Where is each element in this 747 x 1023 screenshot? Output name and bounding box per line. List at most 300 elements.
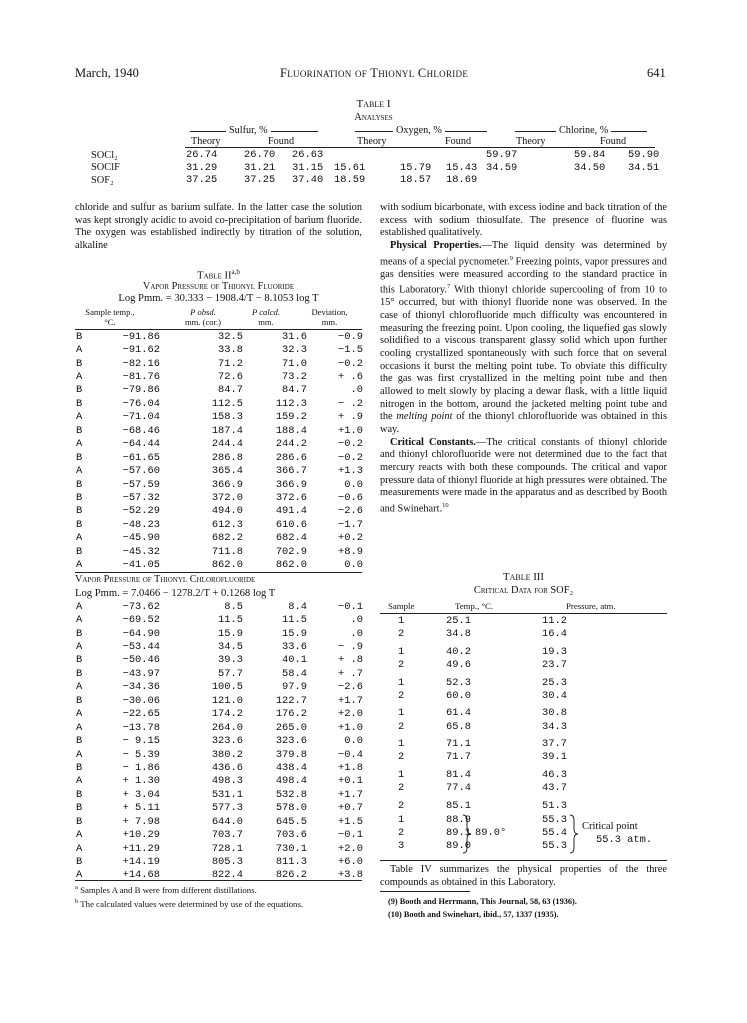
table2-thionyl-chlorofluoride-cell-sample: B: [76, 802, 83, 815]
table2-thionyl-chlorofluoride-cell-temp: +14.19: [122, 856, 160, 869]
table2-thionyl-fluoride-row: [76, 424, 363, 437]
table2-thionyl-fluoride-cell-p-obsd: 612.3: [211, 518, 243, 531]
table2-thionyl-fluoride-row: [76, 518, 363, 531]
table2-head-deviation-line2: mm.: [321, 316, 338, 327]
table2-thionyl-chlorofluoride-cell-p-obsd: 121.0: [211, 694, 243, 707]
table1-cell-o_found2: 18.69: [446, 174, 478, 187]
table2-thionyl-fluoride-cell-temp: −81.76: [122, 371, 160, 384]
table2-thionyl-fluoride-cell-p-calcd: 73.2: [282, 371, 307, 384]
table1-chlorine-header: Chlorine, %: [556, 125, 611, 137]
table2-thionyl-chlorofluoride-cell-sample: A: [76, 775, 83, 788]
table1-table: [91, 149, 662, 187]
table3-critical-temp: 89.0°: [475, 827, 507, 839]
table2-thionyl-chlorofluoride-cell-sample: B: [76, 815, 83, 828]
table2-thionyl-fluoride-cell-p-obsd: 72.6: [218, 371, 243, 384]
table3-cell-sample: 1: [398, 645, 405, 658]
table3-row: [380, 677, 667, 690]
table2-thionyl-fluoride-cell-p-calcd: 862.0: [275, 559, 307, 572]
table2-thionyl-chlorofluoride-cell-deviation: −0.4: [338, 748, 363, 761]
table3-cell-sample: 2: [398, 628, 405, 641]
table2-thionyl-chlorofluoride-row: [76, 708, 363, 721]
table2-thionyl-fluoride-cell-sample: B: [76, 357, 83, 370]
table1-cell-s_theory: 31.29: [186, 161, 218, 174]
table2-thionyl-chlorofluoride-cell-p-obsd: 34.5: [218, 641, 243, 654]
physical-ref-7: 7: [446, 283, 451, 291]
table2-thionyl-fluoride-cell-deviation: +1.3: [338, 465, 363, 478]
table2-thionyl-chlorofluoride-cell-temp: −30.06: [122, 694, 160, 707]
table2-thionyl-chlorofluoride-cell-p-obsd: 644.0: [211, 815, 243, 828]
critical-ref-10: 10: [442, 501, 449, 509]
table3-cell-pressure: 51.3: [542, 799, 567, 812]
table3-row: [380, 769, 667, 782]
table2-thionyl-chlorofluoride-cell-deviation: +1.0: [338, 721, 363, 734]
table1-sulfur-theory: Theory: [191, 136, 221, 147]
table2-thionyl-fluoride-cell-deviation: 0.0: [344, 559, 363, 572]
physical-text-c: With thionyl chloride supercooling of from 10 to 15° occurred, but with thionyl fluoride none was observed. In the case of thionyl chlorofluoride much difficulty was encountered in measuring the freezing point. Upon cooling, the liquefied gas slowly solidified to a viscous transparent glassy solid which upon further cooling crystallized spontaneously with such force that on several occasions it burst the melting point tube. To obviate this difficulty the gas was first crystallized in the melting point tube and then allowed to melt slowly by placing a dewar flask, with a little liquid nitrogen in the bottom, around the jacketed melting point tube and the: [380, 284, 667, 423]
physical-text-a: —The liquid density was determined by means of a special pycnometer.: [380, 239, 667, 268]
table1-cell-cl_theory: [486, 174, 574, 187]
table2-thionyl-chlorofluoride-cell-temp: − 5.39: [122, 748, 160, 761]
table1-cell-s_found2: 37.40: [292, 174, 324, 187]
table1-cell-o_found1: [400, 149, 446, 162]
table3-cell-sample: 1: [398, 814, 405, 826]
table1-cell-s_theory: 26.74: [186, 149, 218, 162]
table2-thionyl-fluoride-cell-temp: −64.44: [122, 438, 160, 451]
table2-thionyl-fluoride-cell-p-calcd: 32.3: [282, 344, 307, 357]
table2-thionyl-fluoride-cell-deviation: − .2: [338, 397, 363, 410]
table3-cell-pressure: 39.1: [542, 751, 567, 764]
critical-constants-heading: Critical Constants.: [390, 436, 476, 448]
table2-thionyl-chlorofluoride-cell-p-obsd: 57.7: [218, 667, 243, 680]
table2-thionyl-chlorofluoride-row: [76, 694, 363, 707]
table1-cell-cl_found1: [574, 174, 628, 187]
table2-thionyl-chlorofluoride-cell-deviation: 0.0: [344, 735, 363, 748]
table1-cell-o_found2: [446, 149, 486, 162]
table2-thionyl-chlorofluoride-cell-deviation: +6.0: [338, 856, 363, 869]
table2-thionyl-chlorofluoride-cell-sample: A: [76, 614, 83, 627]
table2-thionyl-fluoride-cell-temp: −71.04: [122, 411, 160, 424]
table2-thionyl-fluoride-cell-p-obsd: 711.8: [211, 545, 243, 558]
table2-thionyl-chlorofluoride-cell-p-calcd: 379.8: [275, 748, 307, 761]
table3-cell-temp: 85.1: [446, 799, 471, 812]
table2-thionyl-fluoride-row: [76, 558, 363, 571]
table2-thionyl-chlorofluoride-cell-temp: +14.68: [122, 869, 160, 882]
table2-thionyl-chlorofluoride-cell-p-obsd: 100.5: [211, 681, 243, 694]
table1-body: [91, 149, 662, 187]
table2-thionyl-fluoride-cell-sample: B: [76, 330, 83, 343]
table2-caption-sup: a,b: [231, 268, 240, 276]
table2-thionyl-fluoride-row: [76, 545, 363, 558]
table1-cell-s_found2: 26.63: [292, 149, 324, 162]
table2-thionyl-chlorofluoride-cell-p-calcd: 578.0: [275, 802, 307, 815]
table2-thionyl-fluoride-cell-deviation: +8.9: [338, 545, 363, 558]
table2-thionyl-fluoride-cell-temp: −41.05: [122, 559, 160, 572]
table2-head-temp-line1: Sample temp.,: [85, 307, 135, 317]
table2-thionyl-chlorofluoride-cell-p-obsd: 703.7: [211, 829, 243, 842]
table2-thionyl-fluoride-cell-sample: A: [76, 438, 83, 451]
table2-thionyl-chlorofluoride-cell-deviation: +3.8: [338, 869, 363, 882]
table3-cell-temp: 81.4: [446, 769, 471, 781]
table2-thionyl-chlorofluoride-cell-deviation: +2.0: [338, 708, 363, 721]
reference-9: (9) Booth and Herrmann, This Journal, 58, 63 (1936).: [388, 897, 577, 906]
table3-head-sample: Sample: [388, 601, 415, 611]
table2-thionyl-fluoride-cell-deviation: −0.2: [338, 451, 363, 464]
table2-thionyl-fluoride-cell-p-calcd: 491.4: [275, 505, 307, 518]
table2-thionyl-chlorofluoride-cell-deviation: +1.7: [338, 788, 363, 801]
table2-thionyl-fluoride-cell-sample: B: [76, 545, 83, 558]
table2-thionyl-chlorofluoride-cell-sample: B: [76, 694, 83, 707]
table2-footnote-a: $^a$ Samples A and B were from different distillations.: [75, 884, 257, 895]
table2-head-deviation-line1: Deviation,: [311, 307, 348, 317]
table2-thionyl-fluoride-cell-p-calcd: 112.3: [275, 397, 307, 410]
table3-cell-temp: 71.1: [446, 738, 471, 751]
table2-thionyl-fluoride-cell-p-calcd: 286.6: [275, 451, 307, 464]
table1-cell-cl_found2: 59.90: [628, 149, 660, 162]
table1-cell-s_found1: 26.70: [244, 149, 276, 162]
table1-cell-cl_found2: 34.51: [628, 161, 660, 174]
table3-cell-pressure: 30.4: [542, 689, 567, 702]
table3-row: [380, 615, 667, 628]
table3-cell-temp: 71.7: [446, 751, 471, 764]
header-page-number: 641: [647, 66, 666, 80]
table2-thionyl-chlorofluoride-row: [76, 613, 363, 626]
table2-thionyl-fluoride-cell-sample: B: [76, 397, 83, 410]
table2-thionyl-chlorofluoride-cell-temp: −50.46: [122, 654, 160, 667]
table1-subcaption: Analyses: [354, 112, 393, 123]
table3-cell-sample: 1: [398, 769, 405, 781]
table4-paragraph-text: Table IV summarizes the physical properties of the three compounds as obtained in this Laboratory.: [380, 864, 667, 888]
table2-thionyl-chlorofluoride-cell-sample: A: [76, 641, 83, 654]
table2-thionyl-chlorofluoride-row: [76, 627, 363, 640]
table2-thionyl-fluoride-cell-deviation: −1.5: [338, 344, 363, 357]
table1-row: [91, 174, 662, 187]
table3-cell-sample: 1: [398, 707, 405, 720]
table2-thionyl-fluoride-cell-temp: −76.04: [122, 397, 160, 410]
table2-thionyl-fluoride-cell-sample: B: [76, 518, 83, 531]
table2-thionyl-fluoride-cell-deviation: .0: [350, 384, 363, 397]
table2-thionyl-chlorofluoride-cell-sample: B: [76, 788, 83, 801]
table2-thionyl-chlorofluoride-cell-p-obsd: 39.3: [218, 654, 243, 667]
table2-thionyl-fluoride-cell-p-calcd: 702.9: [275, 545, 307, 558]
table2-thionyl-fluoride-cell-sample: B: [76, 384, 83, 397]
table2-thionyl-chlorofluoride-cell-temp: + 5.11: [122, 802, 160, 815]
table3-cell-temp: 25.1: [446, 615, 471, 627]
physical-ref-9: 9: [509, 254, 513, 262]
table2-thionyl-chlorofluoride-cell-deviation: + .8: [338, 654, 363, 667]
table4-paragraph: [380, 864, 667, 889]
table2-thionyl-fluoride-cell-temp: −61.65: [122, 451, 160, 464]
table2-thionyl-fluoride-cell-p-obsd: 682.2: [211, 532, 243, 545]
table2-thionyl-chlorofluoride-cell-p-calcd: 122.7: [275, 694, 307, 707]
table2-eq2: Log Pmm. = 7.0466 − 1278.2/T + 0.1268 log T: [75, 588, 276, 599]
table3-cell-temp: 65.8: [446, 720, 471, 733]
table1-row: [91, 162, 662, 175]
table2-thionyl-fluoride-cell-sample: A: [76, 411, 83, 424]
table2-thionyl-chlorofluoride-cell-deviation: +1.7: [338, 694, 363, 707]
table1-cell-s_found1: 31.21: [244, 161, 276, 174]
table2-thionyl-chlorofluoride-cell-deviation: +2.0: [338, 842, 363, 855]
table2-thionyl-chlorofluoride-cell-deviation: −0.1: [338, 600, 363, 613]
table3-cell-sample: 2: [398, 782, 405, 795]
table3-cell-pressure: 16.4: [542, 628, 567, 641]
table2-thionyl-chlorofluoride-cell-p-obsd: 380.2: [211, 748, 243, 761]
table2-thionyl-chlorofluoride-cell-p-calcd: 703.6: [275, 829, 307, 842]
table2-thionyl-chlorofluoride-cell-deviation: − .9: [338, 641, 363, 654]
table2-thionyl-chlorofluoride-cell-deviation: .0: [350, 614, 363, 627]
table2-thionyl-chlorofluoride-cell-p-calcd: 33.6: [282, 641, 307, 654]
table3-cell-sample: 1: [398, 738, 405, 751]
table3-cell-temp: 49.6: [446, 659, 471, 671]
table2-thionyl-fluoride-row: [76, 330, 363, 343]
table2-thionyl-chlorofluoride-cell-deviation: −2.6: [338, 681, 363, 694]
table2-thionyl-chlorofluoride-cell-p-calcd: 498.4: [275, 775, 307, 788]
table3-critical-block: [380, 812, 667, 854]
table3-title: Critical Data for SOF₂: [473, 585, 574, 596]
table2-thionyl-fluoride-cell-sample: B: [76, 451, 83, 464]
table2-thionyl-fluoride-row: [76, 464, 363, 477]
table3-cell-sample: 3: [398, 840, 405, 853]
table1-oxygen-found: Found: [445, 136, 472, 147]
table2-thionyl-chlorofluoride-cell-p-calcd: 730.1: [275, 842, 307, 855]
table3-cell-temp: 40.2: [446, 645, 471, 658]
table2-thionyl-chlorofluoride-cell-temp: +10.29: [122, 829, 160, 842]
header-date: March, 1940: [75, 66, 139, 80]
table2-thionyl-fluoride-cell-p-obsd: 494.0: [211, 505, 243, 518]
table2-thionyl-fluoride-cell-deviation: + .9: [338, 411, 363, 424]
table1-cell-compound: SOCl₂: [91, 149, 118, 161]
table2-thionyl-chlorofluoride-row: [76, 855, 363, 868]
table2-thionyl-fluoride-cell-sample: A: [76, 465, 83, 478]
table2-thionyl-fluoride-row: [76, 357, 363, 370]
table2-thionyl-chlorofluoride-cell-p-calcd: 826.2: [275, 869, 307, 882]
table2-thionyl-chlorofluoride-cell-p-obsd: 11.5: [218, 614, 243, 627]
table1-chlorine-found: Found: [600, 136, 627, 147]
table2-thionyl-chlorofluoride-cell-p-obsd: 577.3: [211, 802, 243, 815]
table2-thionyl-fluoride-cell-sample: B: [76, 478, 83, 491]
table3-row: [380, 707, 667, 720]
table1-chlorine-theory: Theory: [516, 136, 546, 147]
table2-thionyl-fluoride-cell-sample: A: [76, 532, 83, 545]
table2-thionyl-fluoride-cell-sample: B: [76, 505, 83, 518]
table1-cell-s_found1: 37.25: [244, 174, 276, 187]
table3-cell-pressure: 30.8: [542, 707, 567, 720]
table2-thionyl-chlorofluoride-cell-temp: −64.90: [122, 627, 160, 640]
table2-thionyl-chlorofluoride-cell-deviation: +0.7: [338, 802, 363, 815]
table2-thionyl-fluoride-cell-temp: −79.86: [122, 384, 160, 397]
table1-row: [91, 149, 662, 162]
table2-thionyl-chlorofluoride-row: [76, 734, 363, 747]
table2-thionyl-chlorofluoride-cell-p-obsd: 8.5: [224, 600, 243, 613]
table2-thionyl-fluoride-cell-p-calcd: 682.4: [275, 532, 307, 545]
table2-thionyl-fluoride-cell-p-calcd: 31.6: [282, 330, 307, 343]
table2-thionyl-chlorofluoride-row: [76, 788, 363, 801]
right-paragraph-1: with sodium bicarbonate, with excess iodine and back titration of the excess with sodium thiosulfate. The presence of fluorine was established qualitatively.: [380, 202, 667, 239]
table3-cell-sample: 2: [398, 659, 405, 671]
table3-cell-sample: 2: [398, 720, 405, 733]
table2-head-deviation: [297, 308, 362, 327]
table3-cell-temp: 34.8: [446, 628, 471, 641]
table2-thionyl-fluoride-cell-deviation: −1.7: [338, 518, 363, 531]
table2-thionyl-fluoride-cell-deviation: −0.6: [338, 491, 363, 504]
table2-thionyl-chlorofluoride-row: [76, 600, 363, 613]
reference-10: (10) Booth and Swinehart, ibid., 57, 1337 (1935).: [388, 910, 559, 919]
table2-thionyl-chlorofluoride-cell-p-calcd: 811.3: [275, 856, 307, 869]
table2-thionyl-chlorofluoride-cell-temp: −34.36: [122, 681, 160, 694]
table2-thionyl-fluoride-row: [76, 384, 363, 397]
table3-row: [380, 690, 667, 703]
table3-row: [380, 782, 667, 795]
table2-thionyl-chlorofluoride-cell-sample: A: [76, 721, 83, 734]
table1-cell-cl_found2: [628, 174, 662, 187]
table2-thionyl-chlorofluoride-cell-sample: A: [76, 708, 83, 721]
table2-thionyl-fluoride-cell-sample: B: [76, 424, 83, 437]
table2-head-pcalcd: [236, 308, 296, 327]
table2-thionyl-chlorofluoride-cell-p-obsd: 15.9: [218, 627, 243, 640]
table3-cell-pressure: 25.3: [542, 676, 567, 689]
left-brace-icon: [461, 814, 473, 854]
table2-thionyl-chlorofluoride-row: [76, 748, 363, 761]
table3-cell-sample: 1: [398, 676, 405, 689]
table3-row: [380, 659, 667, 672]
table2-thionyl-fluoride-cell-p-obsd: 366.9: [211, 478, 243, 491]
table2-thionyl-chlorofluoride-cell-temp: −53.44: [122, 641, 160, 654]
physical-text-italic: melting point: [396, 411, 453, 423]
table2-thionyl-chlorofluoride-row: [76, 815, 363, 828]
table2-thionyl-fluoride-cell-p-obsd: 71.2: [218, 357, 243, 370]
table2-thionyl-fluoride-cell-sample: B: [76, 491, 83, 504]
table2-thionyl-fluoride-cell-p-obsd: 84.7: [218, 384, 243, 397]
table2-thionyl-chlorofluoride-row: [76, 842, 363, 855]
table3-row: [380, 800, 667, 813]
table2-thionyl-chlorofluoride-row: [76, 667, 363, 680]
table1-cell-o_found1: 18.57: [400, 174, 432, 187]
table3-cell-sample: 1: [398, 615, 405, 627]
table2-thionyl-fluoride-row: [76, 451, 363, 464]
table2-thionyl-chlorofluoride-cell-temp: − 9.15: [122, 735, 160, 748]
table3-row: [380, 738, 667, 751]
right-paragraph-critical: [380, 437, 667, 516]
table2-thionyl-fluoride-row: [76, 505, 363, 518]
table2-thionyl-chlorofluoride-cell-deviation: +0.1: [338, 775, 363, 788]
table2-thionyl-chlorofluoride-cell-p-obsd: 728.1: [211, 842, 243, 855]
table2-thionyl-chlorofluoride-cell-p-obsd: 436.6: [211, 761, 243, 774]
table2-thionyl-fluoride-cell-deviation: −0.9: [338, 330, 363, 343]
table1-oxygen-theory: Theory: [357, 136, 387, 147]
table2-thionyl-chlorofluoride-row: [76, 654, 363, 667]
table2-thionyl-chlorofluoride-cell-sample: B: [76, 856, 83, 869]
table2-thionyl-fluoride-cell-p-obsd: 187.4: [211, 424, 243, 437]
table2-caption-text: Table II: [197, 270, 232, 282]
table2-thionyl-fluoride-row: [76, 532, 363, 545]
table2-thionyl-chlorofluoride-cell-p-obsd: 174.2: [211, 708, 243, 721]
table2-thionyl-chlorofluoride-cell-sample: B: [76, 667, 83, 680]
table2-thionyl-fluoride-row: [76, 343, 363, 356]
table2-thionyl-fluoride-cell-p-obsd: 158.3: [211, 411, 243, 424]
table3-row: [380, 646, 667, 659]
table2-thionyl-chlorofluoride-cell-temp: −22.65: [122, 708, 160, 721]
table1-caption: Table I: [356, 98, 391, 110]
table2-thionyl-fluoride-cell-temp: −45.90: [122, 532, 160, 545]
table2-thionyl-chlorofluoride-cell-temp: + 1.30: [122, 775, 160, 788]
table2-thionyl-fluoride-cell-p-calcd: 366.9: [275, 478, 307, 491]
table2-thionyl-chlorofluoride-cell-p-calcd: 15.9: [282, 627, 307, 640]
table2-thionyl-fluoride-cell-p-obsd: 33.8: [218, 344, 243, 357]
table2-thionyl-chlorofluoride-cell-temp: −43.97: [122, 667, 160, 680]
table2-thionyl-fluoride-row: [76, 370, 363, 383]
table2-thionyl-fluoride-cell-temp: −91.86: [122, 330, 160, 343]
table2-title2: Vapor Pressure of Thionyl Chlorofluoride: [75, 574, 256, 585]
table2-thionyl-fluoride-cell-temp: −91.62: [122, 344, 160, 357]
table2-thionyl-chlorofluoride-row: [76, 681, 363, 694]
table2-thionyl-fluoride-cell-p-obsd: 372.0: [211, 491, 243, 504]
table3-cell-pressure: 37.7: [542, 738, 567, 751]
table2-thionyl-fluoride-cell-p-obsd: 32.5: [218, 330, 243, 343]
table2-thionyl-chlorofluoride-row: [76, 761, 363, 774]
table2-eq1: Log Pmm. = 30.333 − 1908.4/T − 8.1053 log T: [118, 293, 319, 304]
table3-cell-pressure: 34.3: [542, 720, 567, 733]
table2-thionyl-chlorofluoride-cell-sample: B: [76, 761, 83, 774]
table3-cell-sample: 2: [398, 751, 405, 764]
table1-oxygen-header: Oxygen, %: [393, 125, 445, 137]
left-paragraph: [75, 202, 362, 253]
table2-thionyl-chlorofluoride-cell-temp: +11.29: [122, 842, 160, 855]
table1-cell-cl_found1: 34.50: [574, 161, 606, 174]
table2-thionyl-chlorofluoride-row: [76, 640, 363, 653]
table2-thionyl-fluoride-cell-p-calcd: 84.7: [282, 384, 307, 397]
left-paragraph-text: chloride and sulfur as barium sulfate. In the latter case the solution was kept strongly acidic to avoid co-precipitation of barium fluoride. The oxygen was established indirectly by titration of the solution, alkaline: [75, 202, 362, 251]
table2-thionyl-chlorofluoride-cell-p-calcd: 97.9: [282, 681, 307, 694]
table2-caption: [75, 268, 362, 282]
table2-thionyl-fluoride-cell-p-calcd: 188.4: [275, 424, 307, 437]
table2-thionyl-chlorofluoride-cell-sample: B: [76, 627, 83, 640]
table2-thionyl-chlorofluoride-cell-temp: + 7.98: [122, 815, 160, 828]
table3-critical-label2: 55.3 atm.: [596, 834, 653, 846]
table1-cell-o_found1: 15.79: [400, 161, 432, 174]
physical-text-d: of the thionyl chlorofluoride was obtained in this way.: [380, 411, 667, 436]
table2-thionyl-fluoride-cell-p-obsd: 365.4: [211, 465, 243, 478]
table2-head-pcalcd-line1: P calcd.: [251, 307, 280, 317]
table2-thionyl-fluoride-cell-sample: A: [76, 559, 83, 572]
table2-thionyl-chlorofluoride-cell-temp: −13.78: [122, 721, 160, 734]
table2-thionyl-fluoride-cell-deviation: +1.0: [338, 424, 363, 437]
table2-part2: [76, 600, 363, 882]
table2-thionyl-chlorofluoride-row: [76, 828, 363, 841]
table1-cell-o_theory: 15.61: [334, 161, 366, 174]
table1-cell-o_theory: [334, 149, 400, 162]
table2-thionyl-chlorofluoride-cell-p-obsd: 498.3: [211, 775, 243, 788]
table3-cell-pressure: 46.3: [542, 769, 567, 781]
table3-caption: Table III: [503, 571, 544, 583]
table1-cell-compound: SOF₂: [91, 174, 114, 186]
right-column-text: [380, 202, 667, 516]
table3-critical-label1: Critical point: [582, 821, 638, 832]
table2-thionyl-fluoride-cell-p-calcd: 366.7: [275, 465, 307, 478]
table2-thionyl-chlorofluoride-cell-sample: B: [76, 735, 83, 748]
table2-thionyl-fluoride-cell-p-obsd: 244.4: [211, 438, 243, 451]
table2-thionyl-chlorofluoride-cell-sample: B: [76, 654, 83, 667]
table2-thionyl-fluoride-cell-p-calcd: 372.6: [275, 491, 307, 504]
table2-thionyl-chlorofluoride-cell-temp: −69.52: [122, 614, 160, 627]
table2-thionyl-fluoride-row: [76, 438, 363, 451]
right-brace-icon: [568, 814, 580, 854]
table2-thionyl-chlorofluoride-cell-temp: − 1.86: [122, 761, 160, 774]
table2-thionyl-chlorofluoride-cell-sample: A: [76, 842, 83, 855]
table3-head-pressure: Pressure, atm.: [566, 601, 616, 611]
table1-cell-cl_found1: 59.84: [574, 149, 606, 162]
table2-thionyl-fluoride-cell-sample: A: [76, 344, 83, 357]
table2-thionyl-fluoride-row: [76, 478, 363, 491]
table3-cell-pressure: 43.7: [542, 782, 567, 795]
